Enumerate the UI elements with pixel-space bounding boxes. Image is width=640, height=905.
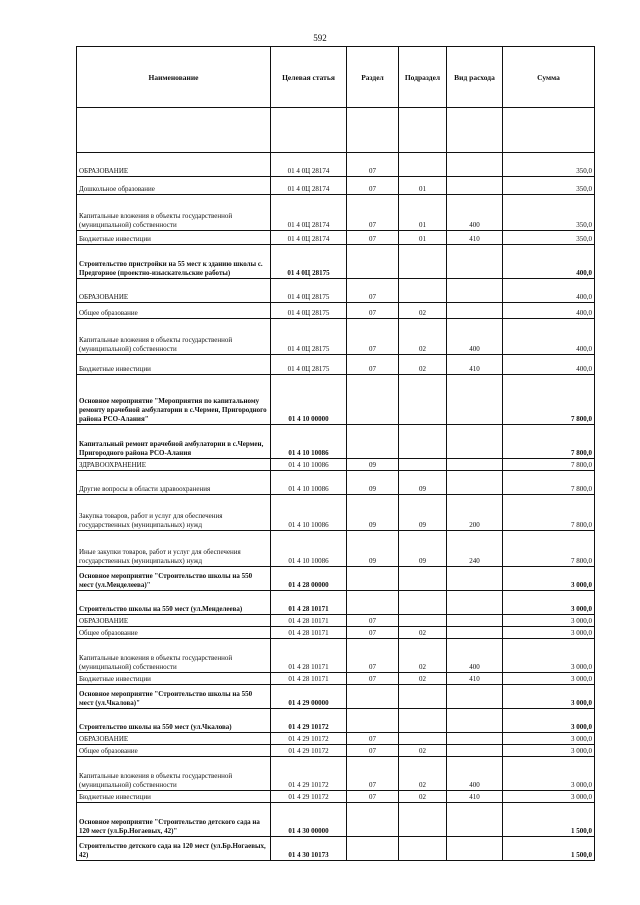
cell-expense-type: 200 — [447, 495, 503, 531]
table-row — [77, 231, 595, 245]
cell-subsection — [399, 375, 447, 425]
cell-expense-type — [447, 685, 503, 709]
cell-target: 01 4 28 10171 — [271, 615, 347, 627]
cell-sum: 400,0 — [503, 355, 595, 375]
cell-target: 01 4 29 10172 — [271, 709, 347, 733]
cell-name: Основное мероприятие "Строительство детского сада на 120 мест (ул.Бр.Ногаевых, 42)" — [77, 803, 271, 837]
cell-expense-type — [447, 837, 503, 861]
cell-expense-type — [447, 471, 503, 495]
cell-name: Бюджетные инвестиции — [77, 673, 271, 685]
cell-section: 07 — [347, 745, 399, 757]
cell-section: 07 — [347, 733, 399, 745]
cell-subsection: 02 — [399, 745, 447, 757]
cell-name: Основное мероприятие "Строительство школы на 550 мест (ул.Чкалова)" — [77, 685, 271, 709]
cell-name: Основное мероприятие "Мероприятия по капитальному ремонту врачебной амбулатории в с.Чермен, Пригородного района РСО-Алания" — [77, 375, 271, 425]
page-number: 592 — [313, 33, 327, 43]
cell-name: Основное мероприятие "Строительство школы на 550 мест (ул.Менделеева)" — [77, 567, 271, 591]
cell-name: Общее образование — [77, 745, 271, 757]
table-row — [77, 567, 595, 591]
cell-name: Капитальные вложения в объекты государственной (муниципальной) собственности — [77, 757, 271, 791]
cell-name: Капитальный ремонт врачебной амбулатории в с.Чермен, Пригородного района РСО-Алания — [77, 425, 271, 459]
cell-subsection: 02 — [399, 673, 447, 685]
cell-sum: 7 800,0 — [503, 531, 595, 567]
cell-sum: 7 800,0 — [503, 471, 595, 495]
cell-subsection — [399, 615, 447, 627]
cell-expense-type — [447, 567, 503, 591]
cell-section — [347, 709, 399, 733]
cell-name: ОБРАЗОВАНИЕ — [77, 733, 271, 745]
cell-target: 01 4 28 10171 — [271, 673, 347, 685]
cell-subsection: 01 — [399, 231, 447, 245]
cell-sum: 3 000,0 — [503, 733, 595, 745]
cell-target: 01 4 29 10172 — [271, 733, 347, 745]
cell-expense-type: 410 — [447, 673, 503, 685]
cell-sum: 3 000,0 — [503, 615, 595, 627]
cell-name: Дошкольное образование — [77, 177, 271, 195]
cell-subsection: 02 — [399, 355, 447, 375]
table-row — [77, 745, 595, 757]
cell-name: Капитальные вложения в объекты государственной (муниципальной) собственности — [77, 639, 271, 673]
cell-section — [347, 425, 399, 459]
cell-name: Общее образование — [77, 627, 271, 639]
cell-expense-type: 410 — [447, 231, 503, 245]
cell-expense-type — [447, 177, 503, 195]
cell-sum: 350,0 — [503, 195, 595, 231]
table-row — [77, 425, 595, 459]
cell-sum: 3 000,0 — [503, 745, 595, 757]
cell-sum: 3 000,0 — [503, 639, 595, 673]
table-row — [77, 495, 595, 531]
cell-section: 09 — [347, 495, 399, 531]
cell-section: 07 — [347, 791, 399, 803]
cell-sum: 400,0 — [503, 279, 595, 303]
cell-target: 01 4 10 10086 — [271, 531, 347, 567]
table-row — [77, 733, 595, 745]
cell-name: Другие вопросы в области здравоохранения — [77, 471, 271, 495]
cell-name: Иные закупки товаров, работ и услуг для обеспечения государственных (муниципальных) нужд — [77, 531, 271, 567]
table-row — [77, 615, 595, 627]
cell-sum: 3 000,0 — [503, 757, 595, 791]
table-row — [77, 153, 595, 177]
cell-subsection — [399, 591, 447, 615]
cell-subsection — [399, 567, 447, 591]
cell-subsection — [399, 709, 447, 733]
cell-target: 01 4 28 10171 — [271, 639, 347, 673]
cell-subsection — [399, 685, 447, 709]
cell-expense-type — [447, 803, 503, 837]
cell-section: 07 — [347, 195, 399, 231]
cell-name: Общее образование — [77, 303, 271, 319]
cell-section: 07 — [347, 177, 399, 195]
table-row — [77, 319, 595, 355]
cell-subsection — [399, 279, 447, 303]
cell-subsection: 09 — [399, 495, 447, 531]
table-row — [77, 673, 595, 685]
cell-target: 01 4 10 00000 — [271, 375, 347, 425]
column-header-expense-type: Вид расхода — [447, 47, 503, 108]
cell-target: 01 4 10 10086 — [271, 425, 347, 459]
cell-sum: 3 000,0 — [503, 791, 595, 803]
cell-expense-type — [447, 459, 503, 471]
table-row — [77, 279, 595, 303]
column-header-subsection: Подраздел — [399, 47, 447, 108]
cell-name: Бюджетные инвестиции — [77, 791, 271, 803]
cell-section: 07 — [347, 355, 399, 375]
cell-target: 01 4 0Ц 28174 — [271, 195, 347, 231]
table-row — [77, 709, 595, 733]
cell-expense-type: 240 — [447, 531, 503, 567]
table-row — [77, 791, 595, 803]
cell-expense-type — [447, 627, 503, 639]
table-row — [77, 459, 595, 471]
cell-name: ОБРАЗОВАНИЕ — [77, 615, 271, 627]
cell-expense-type — [447, 279, 503, 303]
cell-target: 01 4 10 10086 — [271, 459, 347, 471]
cell-section: 07 — [347, 639, 399, 673]
cell-name: Строительство школы на 550 мест (ул.Чкалова) — [77, 709, 271, 733]
cell-sum: 3 000,0 — [503, 709, 595, 733]
cell-subsection: 02 — [399, 303, 447, 319]
cell-target: 01 4 28 10171 — [271, 627, 347, 639]
table-header-row — [77, 47, 595, 108]
cell-expense-type: 410 — [447, 791, 503, 803]
cell-expense-type — [447, 591, 503, 615]
table-row — [77, 195, 595, 231]
cell-target: 01 4 0Ц 28174 — [271, 153, 347, 177]
column-header-section: Раздел — [347, 47, 399, 108]
cell-name: Бюджетные инвестиции — [77, 355, 271, 375]
cell-expense-type — [447, 709, 503, 733]
cell-name: ЗДРАВООХРАНЕНИЕ — [77, 459, 271, 471]
cell-sum: 7 800,0 — [503, 425, 595, 459]
cell-target: 01 4 30 00000 — [271, 803, 347, 837]
cell-section: 07 — [347, 231, 399, 245]
cell-section — [347, 837, 399, 861]
cell-name: Закупка товаров, работ и услуг для обеспечения государственных (муниципальных) нужд — [77, 495, 271, 531]
table-row — [77, 803, 595, 837]
cell-section — [347, 685, 399, 709]
cell-subsection — [399, 425, 447, 459]
cell-section: 07 — [347, 153, 399, 177]
cell-sum: 1 500,0 — [503, 803, 595, 837]
cell-name: ОБРАЗОВАНИЕ — [77, 279, 271, 303]
cell-subsection — [399, 733, 447, 745]
table-row — [77, 303, 595, 319]
table-row — [77, 757, 595, 791]
table-row — [77, 245, 595, 279]
table-body — [77, 108, 595, 861]
cell-sum: 3 000,0 — [503, 567, 595, 591]
table-row — [77, 837, 595, 861]
cell-subsection — [399, 245, 447, 279]
cell-subsection: 09 — [399, 471, 447, 495]
cell-subsection: 02 — [399, 319, 447, 355]
cell-subsection: 01 — [399, 177, 447, 195]
cell-section: 07 — [347, 279, 399, 303]
cell-section: 07 — [347, 303, 399, 319]
column-header-name: Наименование — [77, 47, 271, 108]
cell-target: 01 4 0Ц 28174 — [271, 231, 347, 245]
cell-target: 01 4 0Ц 28175 — [271, 303, 347, 319]
table-row — [77, 355, 595, 375]
cell-expense-type — [447, 303, 503, 319]
cell-name: Капитальные вложения в объекты государственной (муниципальной) собственности — [77, 195, 271, 231]
cell-target: 01 4 10 10086 — [271, 471, 347, 495]
cell-target: 01 4 28 00000 — [271, 567, 347, 591]
table-row — [77, 591, 595, 615]
cell-section: 07 — [347, 627, 399, 639]
cell-section: 07 — [347, 319, 399, 355]
column-header-sum: Сумма — [503, 47, 595, 108]
cell-expense-type: 400 — [447, 319, 503, 355]
cell-sum: 3 000,0 — [503, 673, 595, 685]
cell-expense-type — [447, 153, 503, 177]
cell-target: 01 4 0Ц 28175 — [271, 355, 347, 375]
cell-expense-type — [447, 733, 503, 745]
cell-section: 09 — [347, 471, 399, 495]
cell-sum: 3 000,0 — [503, 685, 595, 709]
cell-sum: 400,0 — [503, 245, 595, 279]
cell-sum: 350,0 — [503, 177, 595, 195]
cell-sum: 3 000,0 — [503, 591, 595, 615]
table-row — [77, 375, 595, 425]
table-row — [77, 627, 595, 639]
cell-target: 01 4 10 10086 — [271, 495, 347, 531]
cell-target: 01 4 29 10172 — [271, 745, 347, 757]
cell-section: 07 — [347, 673, 399, 685]
cell-expense-type: 410 — [447, 355, 503, 375]
cell-name: Строительство пристройки на 55 мест к зданию школы с. Предгорное (проектно-изыскательские работы) — [77, 245, 271, 279]
cell-sum: 400,0 — [503, 303, 595, 319]
cell-sum: 350,0 — [503, 231, 595, 245]
cell-subsection: 09 — [399, 531, 447, 567]
cell-name: Капитальные вложения в объекты государственной (муниципальной) собственности — [77, 319, 271, 355]
cell-expense-type — [447, 245, 503, 279]
cell-expense-type: 400 — [447, 757, 503, 791]
cell-target: 01 4 0Ц 28175 — [271, 319, 347, 355]
cell-subsection: 02 — [399, 757, 447, 791]
cell-expense-type — [447, 615, 503, 627]
cell-name: Бюджетные инвестиции — [77, 231, 271, 245]
cell-target: 01 4 29 00000 — [271, 685, 347, 709]
cell-name: ОБРАЗОВАНИЕ — [77, 153, 271, 177]
cell-sum: 7 800,0 — [503, 375, 595, 425]
cell-target: 01 4 0Ц 28175 — [271, 245, 347, 279]
cell-subsection: 02 — [399, 791, 447, 803]
table-row — [77, 685, 595, 709]
cell-section — [347, 591, 399, 615]
table-row — [77, 531, 595, 567]
cell-name: Строительство школы на 550 мест (ул.Менделеева) — [77, 591, 271, 615]
cell-sum: 350,0 — [503, 153, 595, 177]
cell-subsection — [399, 837, 447, 861]
cell-subsection — [399, 459, 447, 471]
cell-target: 01 4 28 10171 — [271, 591, 347, 615]
cell-expense-type — [447, 375, 503, 425]
cell-subsection — [399, 803, 447, 837]
cell-sum: 3 000,0 — [503, 627, 595, 639]
cell-section: 09 — [347, 531, 399, 567]
cell-name: Строительство детского сада на 120 мест (ул.Бр.Ногаевых, 42) — [77, 837, 271, 861]
cell-subsection: 02 — [399, 627, 447, 639]
cell-section: 07 — [347, 757, 399, 791]
cell-section — [347, 803, 399, 837]
column-header-target: Целевая статья — [271, 47, 347, 108]
cell-subsection: 01 — [399, 195, 447, 231]
cell-subsection: 02 — [399, 639, 447, 673]
cell-target: 01 4 0Ц 28174 — [271, 177, 347, 195]
cell-section — [347, 567, 399, 591]
table-row — [77, 471, 595, 495]
cell-section: 09 — [347, 459, 399, 471]
cell-expense-type — [447, 745, 503, 757]
budget-table — [76, 46, 595, 861]
cell-target: 01 4 0Ц 28175 — [271, 279, 347, 303]
cell-sum: 7 800,0 — [503, 495, 595, 531]
cell-expense-type: 400 — [447, 639, 503, 673]
cell-sum: 400,0 — [503, 319, 595, 355]
cell-expense-type: 400 — [447, 195, 503, 231]
cell-expense-type — [447, 425, 503, 459]
cell-section: 07 — [347, 615, 399, 627]
table-row — [77, 177, 595, 195]
cell-target: 01 4 29 10172 — [271, 791, 347, 803]
cell-sum: 7 800,0 — [503, 459, 595, 471]
cell-section — [347, 375, 399, 425]
cell-target: 01 4 29 10172 — [271, 757, 347, 791]
header-spacer-row — [77, 108, 595, 153]
cell-section — [347, 245, 399, 279]
table-row — [77, 639, 595, 673]
cell-sum: 1 500,0 — [503, 837, 595, 861]
cell-subsection — [399, 153, 447, 177]
cell-target: 01 4 30 10173 — [271, 837, 347, 861]
